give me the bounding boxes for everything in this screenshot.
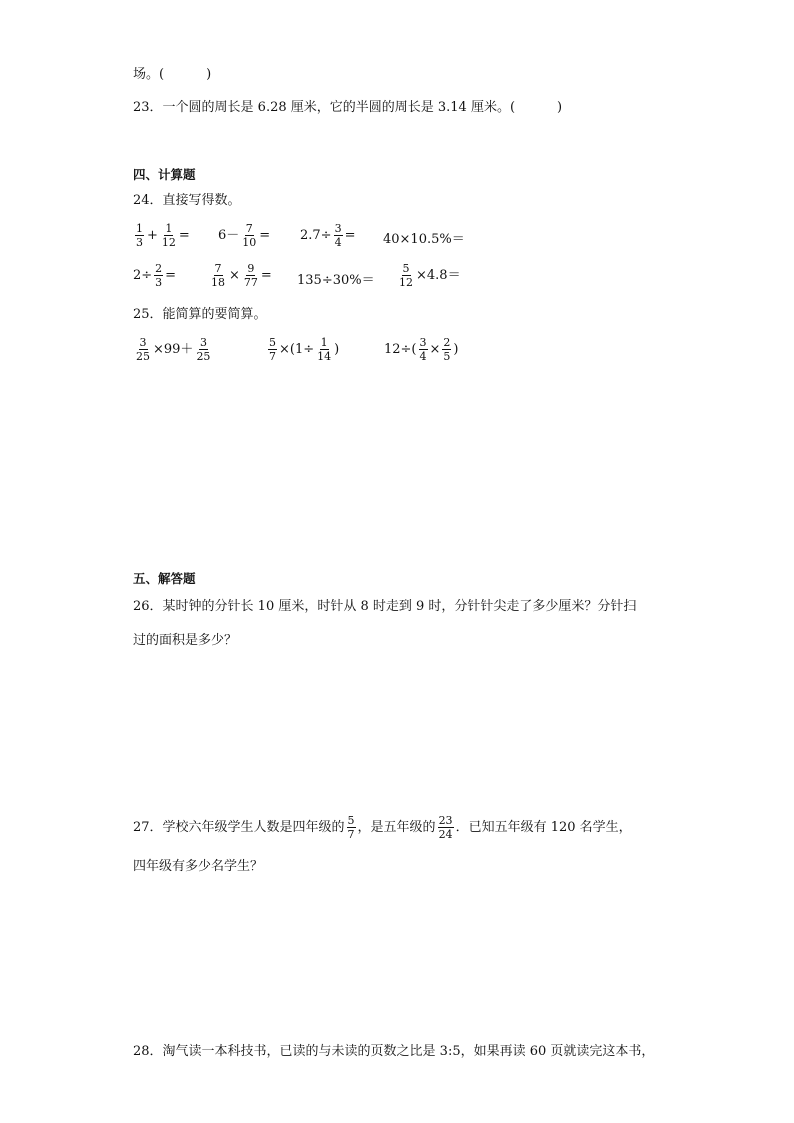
question-27-line-1: 27．学校六年级学生人数是四年级的 $\frac{5}{7}$ ，是五年级的 $\frac{23}{24}$ ．已知五年级有 120 名学生， [133,814,632,841]
question-23: 23．一个圆的周长是 6.28 厘米，它的半圆的周长是 3.14 厘米。( ) [133,100,563,115]
q24-item-5: 2÷ $\frac{2}{3}$ = [133,262,177,289]
section-title-solve: 五、解答题 [133,571,196,586]
fraction: $\frac{2}{5}$ [443,336,451,363]
q24-item-1: $\frac{1}{3}$ + $\frac{1}{12}$ = [136,222,190,249]
fraction: $\frac{3}{4}$ [334,222,342,249]
fraction: $\frac{9}{77}$ [243,262,258,289]
q24-item-2: 6－ $\frac{7}{10}$ = [218,222,271,249]
fraction: $\frac{1}{12}$ [161,222,176,249]
fraction: $\frac{3}{25}$ [196,336,211,363]
question-26-line-1: 26．某时钟的分针长 10 厘米，时针从 8 时走到 9 时，分针针尖走了多少厘米？分针扫 [133,599,637,614]
fraction: $\frac{3}{4}$ [419,336,427,363]
fraction: $\frac{1}{3}$ [136,222,143,249]
q25-expr-2: $\frac{5}{7}$ ×(1÷ $\frac{1}{14}$ ) [269,336,340,363]
question-24-label: 24．直接写得数。 [133,193,241,208]
q25-expr-3: 12÷( $\frac{3}{4}$ × $\frac{2}{5}$ ) [384,336,459,363]
fraction: $\frac{5}{12}$ [399,262,413,289]
q25-expr-1: $\frac{3}{25}$ ×99＋ $\frac{3}{25}$ [136,336,211,363]
q24-item-8: $\frac{5}{12}$ ×4.8＝ [399,262,461,289]
question-25-label: 25．能简算的要简算。 [133,307,267,322]
fraction: $\frac{1}{14}$ [317,336,332,363]
fraction: $\frac{5}{7}$ [347,814,355,841]
fraction: $\frac{2}{3}$ [155,262,163,289]
question-28-line-1: 28．淘气读一本科技书，已读的与未读的页数之比是 3:5，如果再读 60 页就读完这本书， [133,1044,655,1059]
fraction: $\frac{23}{24}$ [438,814,453,841]
question-27-line-2: 四年级有多少名学生？ [133,859,264,874]
section-title-calculation: 四、计算题 [133,167,196,182]
fraction: $\frac{5}{7}$ [269,336,276,363]
q24-item-6: $\frac{7}{18}$ × $\frac{9}{77}$ = [211,262,272,289]
q24-item-7: 135÷30%＝ [297,273,375,288]
question-26-line-2: 过的面积是多少？ [133,633,238,648]
fraction: $\frac{7}{18}$ [211,262,225,289]
q24-item-4: 40×10.5%＝ [383,232,465,247]
fraction: $\frac{7}{10}$ [242,222,257,249]
q22-tail: 场。( ) [133,67,212,82]
fraction: $\frac{3}{25}$ [136,336,150,363]
q24-item-3: 2.7÷ $\frac{3}{4}$ = [300,222,356,249]
